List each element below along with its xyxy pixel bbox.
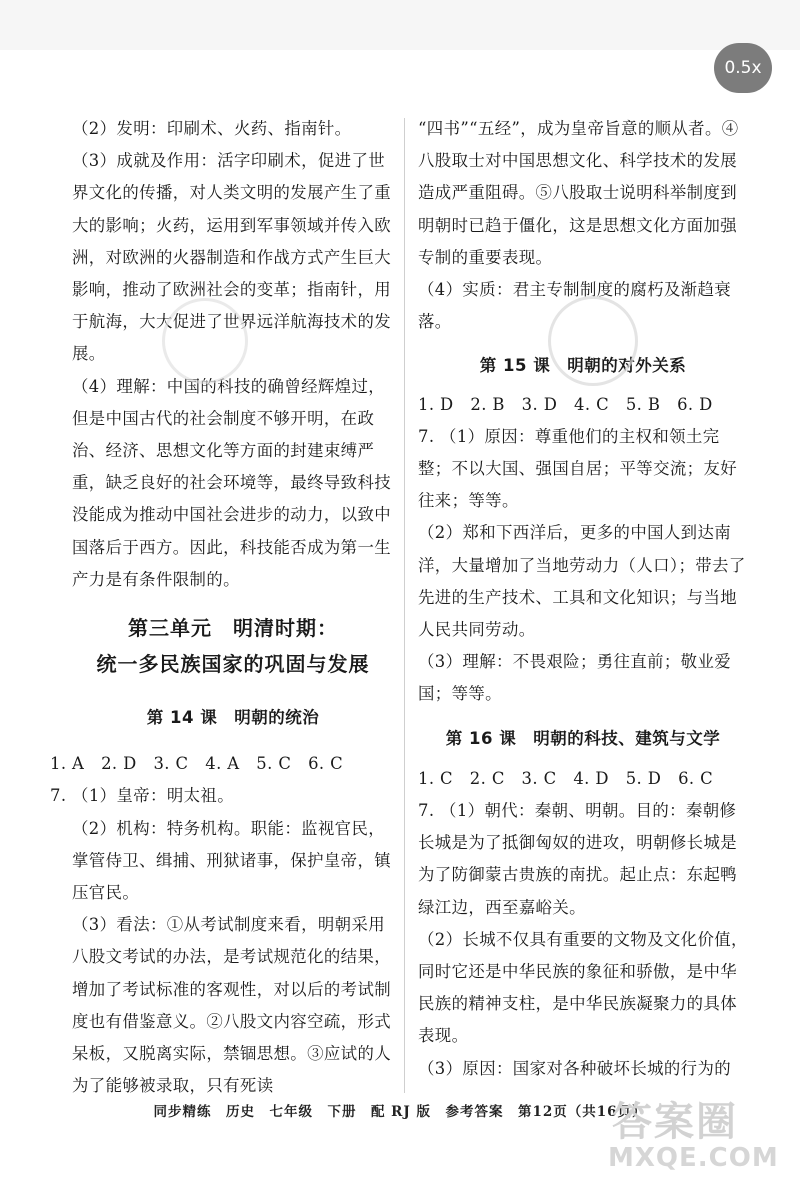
answer-paragraph: （4）理解：中国的科技的确曾经辉煌过，但是中国古代的社会制度不够开明，在政治、经济、思想文化等方面的封建束缚严重，缺乏良好的社会环境等，最终导致科技没能成为推动中国社会进步的动力，以致中国落后于西方。因此，科技能否成为第一生产力是有条件限制的。	[72, 376, 392, 589]
unit-title-line-1: 第三单元 明清时期：	[128, 616, 338, 641]
lesson-14-mc-answers: 1. A 2. D 3. C 4. A 5. C 6. C	[50, 754, 344, 774]
column-divider	[404, 118, 405, 1093]
lesson-15-mc-answers: 1. D 2. B 3. D 4. C 5. B 6. D	[418, 394, 713, 414]
lesson-16-q7-3: （3）原因：国家对各种破坏长城的行为的	[418, 1058, 732, 1078]
lesson-15-title: 第 15 课 明朝的对外关系	[479, 356, 687, 376]
left-column	[50, 113, 394, 1102]
lesson-16-q7-1: 7. （1）朝代：秦朝、明朝。目的：秦朝修长城是为了抵御匈奴的进攻，明朝修长城是为了防御蒙古贵族的南扰。起止点：东起鸭绿江边，西至嘉峪关。	[418, 801, 738, 917]
lesson-16-mc-answers: 1. C 2. C 3. C 4. D 5. D 6. C	[418, 768, 714, 788]
right-column	[418, 113, 748, 1085]
answer-paragraph: （3）成就及作用：活字印刷术，促进了世界文化的传播，对人类文明的发展产生了重大的影响；火药，运用到军事领域并传入欧洲，对欧洲的火器制造和作战方式产生巨大影响，推动了欧洲社会的变革；指南针，用于航海，大大促进了世界远洋航海技术的发展。	[72, 151, 392, 364]
watermark-site: MXQE.COM	[608, 1143, 779, 1173]
zoom-level-button[interactable]: 0.5x	[714, 43, 772, 93]
watermark-stamp-left	[162, 298, 248, 384]
continued-text: “四书”“五经”，成为皇帝旨意的顺从者。④八股取士对中国思想文化、科学技术的发展造成严重阻碍。⑤八股取士说明科举制度到明朝时已趋于僵化，这是思想文化方面加强专制的重要表现。	[418, 119, 739, 267]
page-footer: 同步精练 历史 七年级 下册 配 RJ 版 参考答案 第12页（共16页）	[153, 1104, 647, 1120]
watermark-logo: 答案圈	[612, 1099, 738, 1145]
lesson-15-q7-1: 7. （1）原因：尊重他们的主权和领土完整；不以大国、强国自居；平等交流；友好往来；等等。	[418, 426, 738, 511]
answer-q7-4: （4）实质：君主专制制度的腐朽及渐趋衰落。	[418, 280, 732, 332]
lesson-14-title: 第 14 课 明朝的统治	[146, 708, 320, 728]
unit-title-line-2: 统一多民族国家的巩固与发展	[96, 652, 370, 677]
viewer-top-bar	[0, 0, 800, 50]
lesson-16-q7-2: （2）长城不仅具有重要的文物及文化价值，同时它还是中华民族的象征和骄傲，是中华民族的精神支柱，是中华民族凝聚力的具体表现。	[418, 929, 748, 1046]
lesson-14-q7-1: 7. （1）皇帝：明太祖。	[50, 786, 234, 806]
watermark-stamp-right	[548, 296, 638, 386]
lesson-14-q7-3: （3）看法：①从考试制度来看，明朝采用八股文考试的办法，是考试规范化的结果，增加了考试标准的客观性，对以后的考试制度也有借鉴意义。②八股文内容空疏，形式呆板，又脱离实际，禁锢思想。③应试的人为了能够被录取，只有死读	[72, 915, 392, 1096]
lesson-15-q7-2: （2）郑和下西洋后，更多的中国人到达南洋，大量增加了当地劳动力（人口）；带去了先进的生产技术、工具和文化知识；与当地人民共同劳动。	[418, 523, 746, 640]
lesson-16-title: 第 16 课 明朝的科技、建筑与文学	[445, 728, 721, 748]
lesson-15-q7-3: （3）理解：不畏艰险；勇往直前；敬业爱国；等等。	[418, 652, 732, 704]
lesson-14-q7-2: （2）机构：特务机构。职能：监视官民，掌管侍卫、缉捕、刑狱诸事，保护皇帝，镇压官民。	[72, 818, 392, 903]
answer-line: （2）发明：印刷术、火药、指南针。	[72, 119, 352, 138]
